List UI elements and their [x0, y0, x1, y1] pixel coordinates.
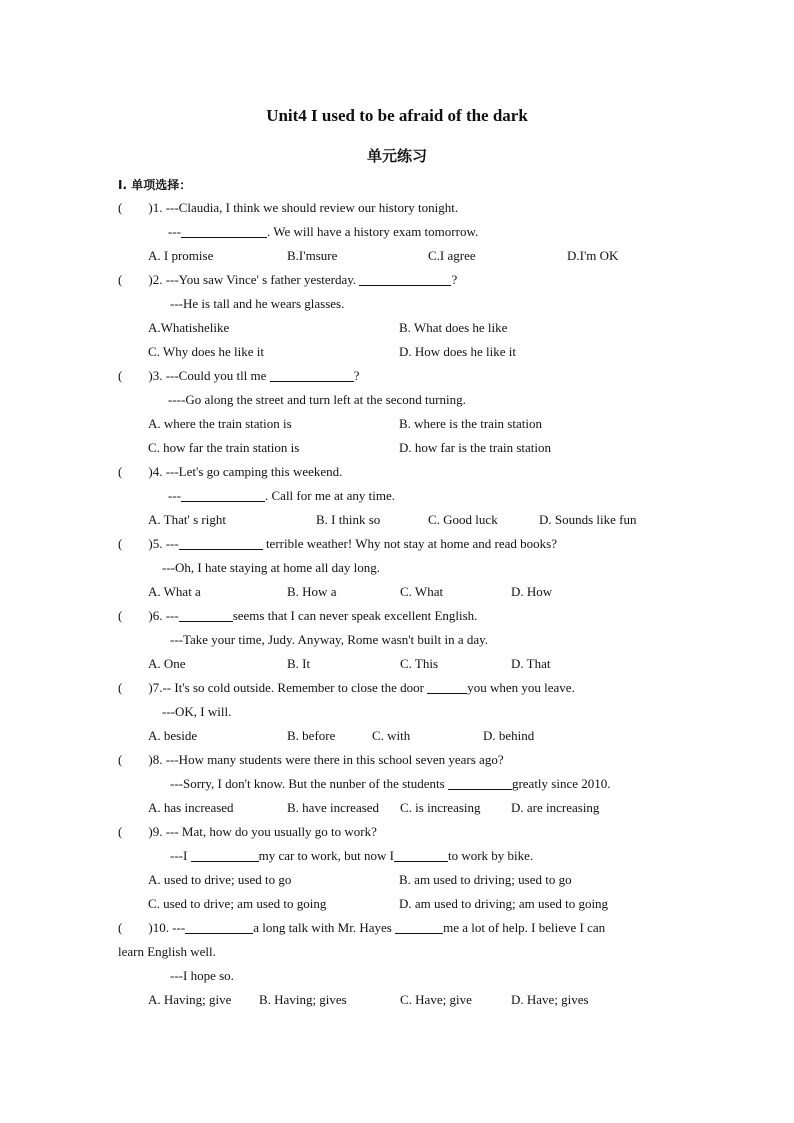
- option-c: C. Have; give: [400, 992, 472, 1007]
- question-8-reply: ---Sorry, I don't know. But the nunber of the students greatly since 2010.: [170, 776, 611, 791]
- option-b: B. What does he like: [399, 320, 508, 335]
- option-b: B. It: [287, 656, 311, 671]
- option-b: B. before: [287, 728, 336, 743]
- answer-blank: [448, 777, 512, 790]
- option-a: A. has increased: [148, 800, 234, 815]
- question-2-reply: ---He is tall and he wears glasses.: [170, 296, 345, 311]
- option-a: A. That' s right: [148, 512, 226, 527]
- option-c: C. is increasing: [400, 800, 481, 815]
- option-a: A. One: [148, 656, 186, 671]
- option-c: C. What: [400, 584, 444, 599]
- question-6: ( )6. --- seems that I can never speak excellent English.: [118, 608, 478, 623]
- option-b: B. Having; gives: [259, 992, 347, 1007]
- option-a: A. What a: [148, 584, 201, 599]
- question-9-reply: ---I my car to work, but now I to work by bike.: [170, 848, 534, 863]
- question-6-reply: ---Take your time, Judy. Anyway, Rome wasn't built in a day.: [170, 632, 489, 647]
- answer-blank: [359, 273, 451, 286]
- question-number: 1.: [152, 200, 166, 215]
- option-b: B.I'msure: [287, 248, 338, 263]
- option-d: D. How: [511, 584, 553, 599]
- question-10-continued: learn English well.: [118, 944, 216, 959]
- question-1: ( )1. ---Claudia, I think we should review our history tonight.: [118, 200, 459, 215]
- section-heading: I. 单项选择：: [118, 178, 192, 192]
- question-3: ( )3. ---Could you tll me ?: [118, 368, 360, 383]
- question-2: ( )2. ---You saw Vince' s father yesterday. ?: [118, 272, 458, 287]
- question-10: ( )10. --- a long talk with Mr. Hayes me a lot of help. I believe I can: [118, 920, 606, 935]
- option-d: D. Have; gives: [511, 992, 589, 1007]
- question-4: ( )4. ---Let's go camping this weekend.: [118, 464, 343, 479]
- answer-blank: [270, 369, 354, 382]
- answer-blank: [181, 225, 267, 238]
- question-5-reply: ---Oh, I hate staying at home all day long.: [162, 560, 381, 575]
- option-a: A. where the train station is: [148, 416, 292, 431]
- option-d: D. are increasing: [511, 800, 600, 815]
- answer-blank: [394, 849, 448, 862]
- option-a: A. used to drive; used to go: [148, 872, 292, 887]
- option-c: C. Why does he like it: [148, 344, 265, 359]
- question-8: ( )8. ---How many students were there in this school seven years ago?: [118, 752, 504, 767]
- option-c: C. This: [400, 656, 439, 671]
- page-title: Unit4 I used to be afraid of the dark: [266, 106, 528, 125]
- answer-blank: [179, 537, 263, 550]
- option-d: D.I'm OK: [567, 248, 619, 263]
- question-1-reply: --- . We will have a history exam tomorrow.: [168, 224, 479, 239]
- answer-blank: [185, 921, 253, 934]
- answer-blank: [191, 849, 259, 862]
- option-d: D. That: [511, 656, 551, 671]
- option-d: D. how far is the train station: [399, 440, 551, 455]
- option-c: C. how far the train station is: [148, 440, 300, 455]
- option-b: B. I think so: [316, 512, 381, 527]
- answer-blank: [181, 489, 265, 502]
- question-5: ( )5. --- terrible weather! Why not stay at home and read books?: [118, 536, 558, 551]
- question-3-reply: ----Go along the street and turn left at the second turning.: [168, 392, 466, 407]
- option-b: B. How a: [287, 584, 337, 599]
- question-4-reply: --- . Call for me at any time.: [168, 488, 395, 503]
- question-7: ( )7.-- It's so cold outside. Remember to close the door you when you leave.: [118, 680, 575, 695]
- option-c: C. Good luck: [428, 512, 498, 527]
- answer-blank: [427, 681, 467, 694]
- option-c: C. used to drive; am used to going: [148, 896, 327, 911]
- page-subtitle: 单元练习: [366, 147, 427, 165]
- option-a: A. Having; give: [148, 992, 232, 1007]
- option-a: A. beside: [148, 728, 198, 743]
- option-d: D. am used to driving; am used to going: [399, 896, 609, 911]
- option-d: D. behind: [483, 728, 535, 743]
- question-9: ( )9. --- Mat, how do you usually go to work?: [118, 824, 377, 839]
- option-a: A. I promise: [148, 248, 214, 263]
- option-d: D. Sounds like fun: [539, 512, 637, 527]
- option-d: D. How does he like it: [399, 344, 516, 359]
- question-10-reply: ---I hope so.: [170, 968, 234, 983]
- question-7-reply: ---OK, I will.: [162, 704, 232, 719]
- option-b: B. am used to driving; used to go: [399, 872, 572, 887]
- option-c: C.I agree: [428, 248, 476, 263]
- option-a: A.Whatishelike: [148, 320, 230, 335]
- option-c: C. with: [372, 728, 411, 743]
- option-b: B. where is the train station: [399, 416, 542, 431]
- option-b: B. have increased: [287, 800, 380, 815]
- answer-blank: [395, 921, 443, 934]
- question-prompt: ---Claudia, I think we should review our history tonight.: [165, 200, 459, 215]
- answer-blank: [179, 609, 233, 622]
